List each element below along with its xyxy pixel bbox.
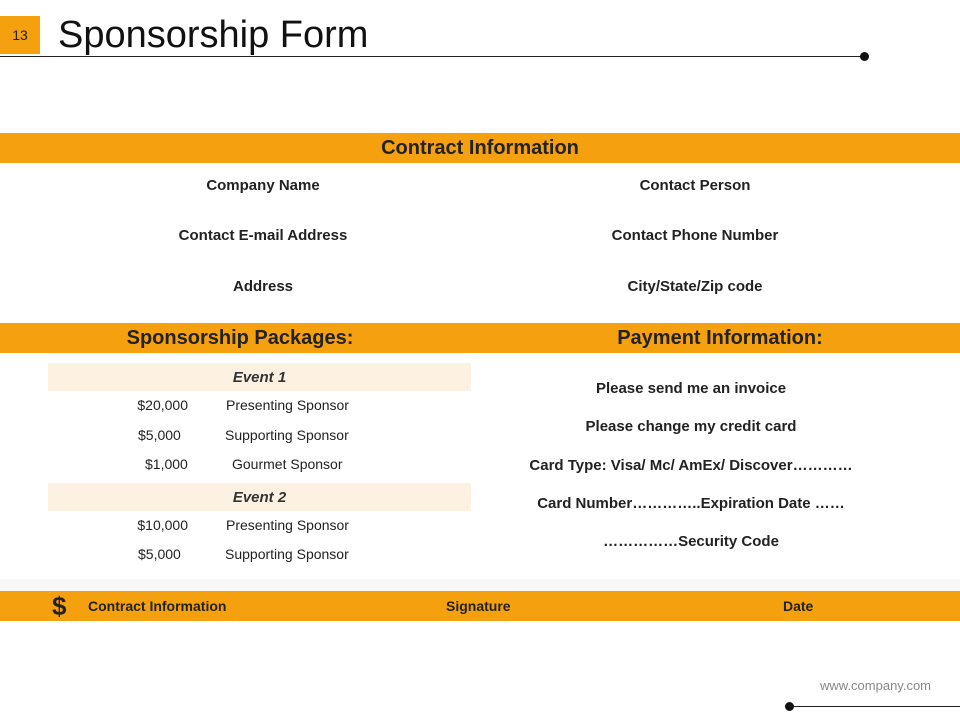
card-type-field[interactable]: Card Type: Visa/ Mc/ AmEx/ Discover………… (529, 457, 853, 474)
packages-payment-header (0, 323, 960, 353)
date-field[interactable]: Date (783, 598, 814, 614)
company-name-field[interactable]: Company Name (206, 177, 320, 194)
footer-separator (0, 579, 960, 591)
package-amount: $1,000 (145, 456, 188, 472)
package-row[interactable] (48, 517, 471, 537)
footer-rule-dot (785, 702, 794, 711)
package-name: Presenting Sponsor (226, 517, 349, 533)
package-name: Supporting Sponsor (225, 546, 349, 562)
footer-contract-label: Contract Information (88, 598, 227, 614)
contract-information-heading: Contract Information (381, 136, 579, 159)
contact-phone-field[interactable]: Contact Phone Number (611, 227, 779, 244)
contact-person-field[interactable]: Contact Person (639, 177, 751, 194)
page-title: Sponsorship Form (58, 14, 369, 56)
signature-band (0, 591, 960, 621)
event-2-header: Event 2 (48, 483, 471, 511)
address-field[interactable]: Address (232, 278, 294, 295)
package-name: Gourmet Sponsor (232, 456, 343, 472)
footer-rule (790, 706, 960, 707)
security-code-field[interactable]: ……………Security Code (603, 533, 779, 550)
package-name: Supporting Sponsor (225, 427, 349, 443)
payment-information-heading: Payment Information: (617, 326, 823, 349)
package-amount: $5,000 (138, 546, 181, 562)
package-row[interactable] (48, 456, 471, 476)
package-row[interactable] (48, 546, 471, 566)
sponsorship-packages-heading: Sponsorship Packages: (126, 326, 354, 349)
website-url: www.company.com (820, 678, 932, 693)
package-amount: $10,000 (137, 517, 188, 533)
city-state-zip-field[interactable]: City/State/Zip code (627, 278, 763, 295)
package-name: Presenting Sponsor (226, 397, 349, 413)
payment-credit-card-option[interactable]: Please change my credit card (585, 418, 797, 435)
contract-information-header (0, 133, 960, 163)
signature-field[interactable]: Signature (446, 598, 511, 614)
slide-number-badge: 13 (0, 16, 40, 54)
package-amount: $20,000 (137, 397, 188, 413)
dollar-icon: $ (52, 591, 67, 621)
payment-invoice-option[interactable]: Please send me an invoice (595, 380, 787, 397)
contact-email-field[interactable]: Contact E-mail Address (178, 227, 348, 244)
package-row[interactable] (48, 427, 471, 447)
event-1-header: Event 1 (48, 363, 471, 391)
package-row[interactable] (48, 397, 471, 417)
title-underline (0, 56, 864, 57)
package-amount: $5,000 (138, 427, 181, 443)
title-underline-dot (860, 52, 869, 61)
card-number-expiration-field[interactable]: Card Number…………..Expiration Date …… (537, 495, 845, 512)
